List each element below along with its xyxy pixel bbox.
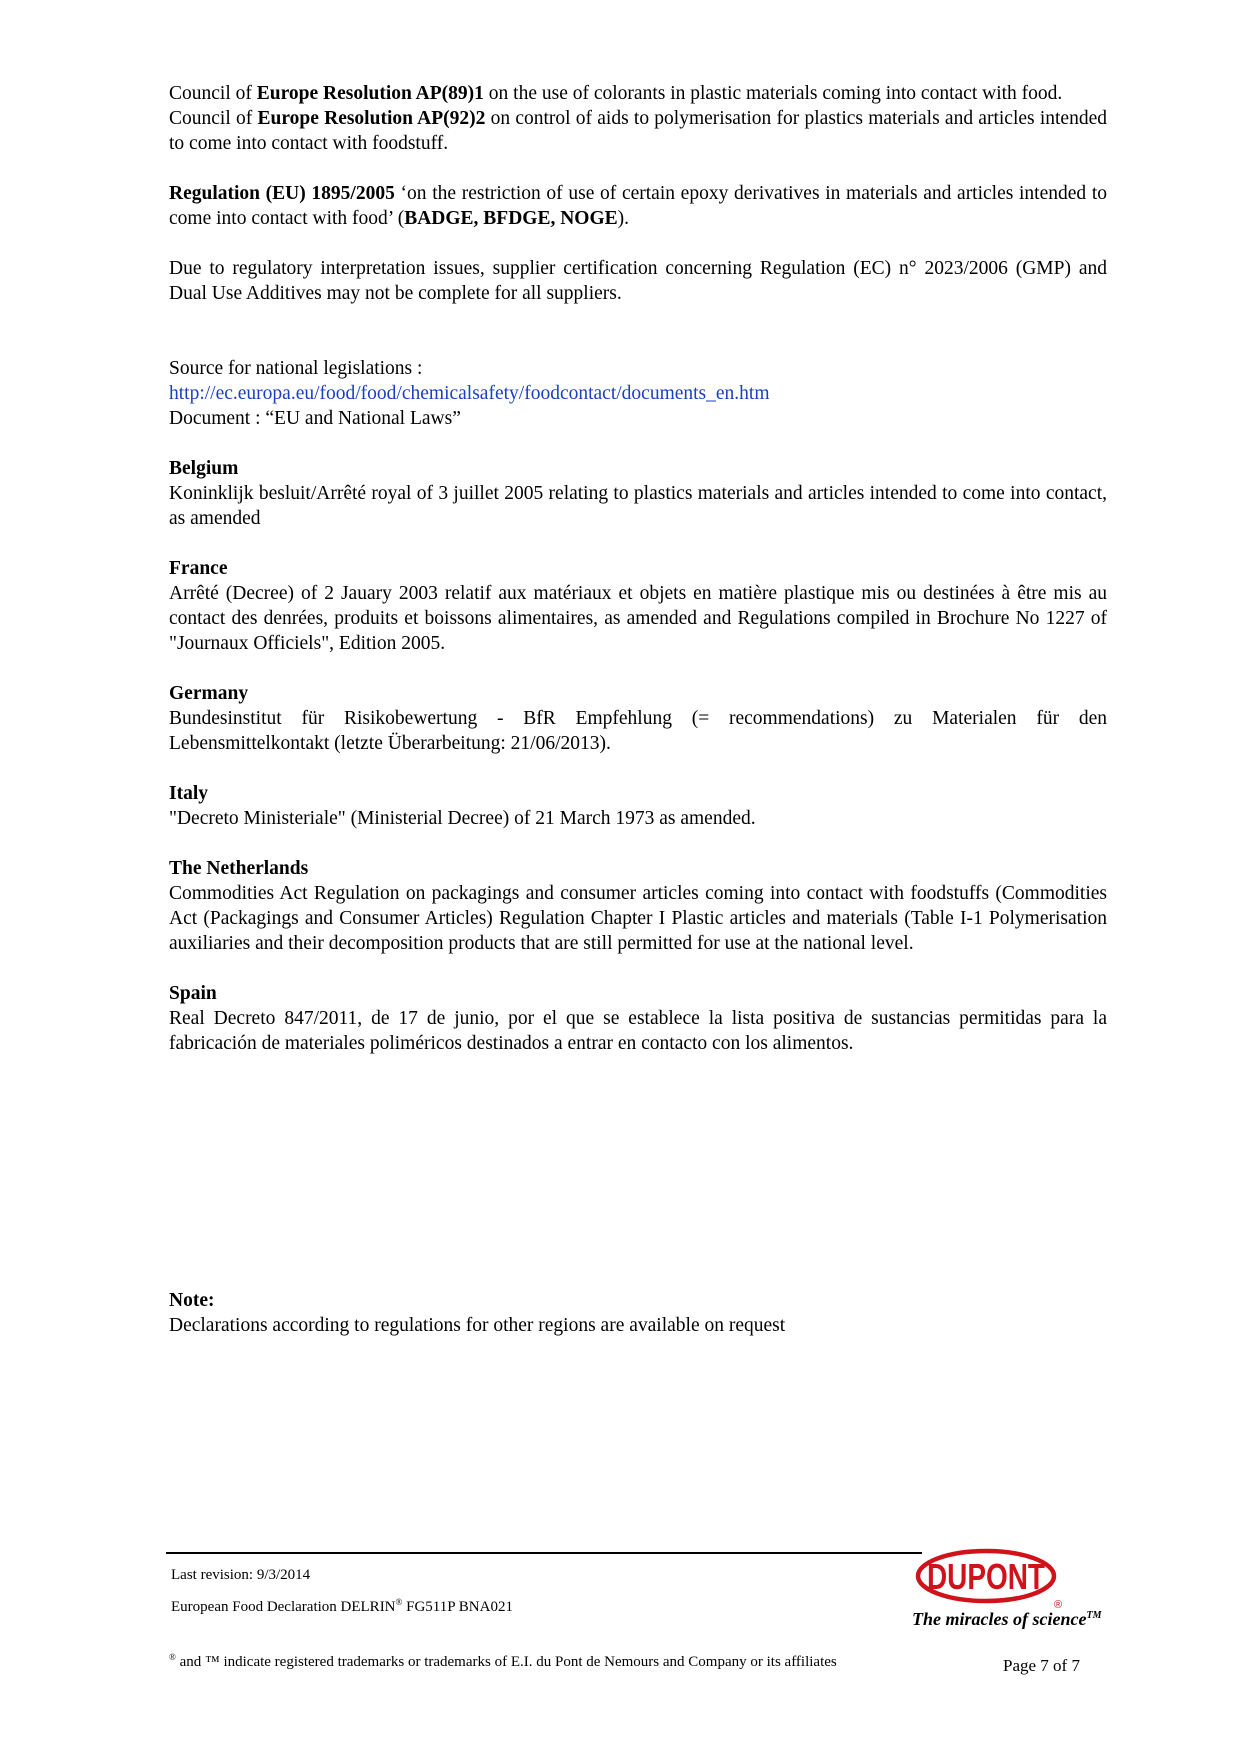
document-body	[169, 81, 1107, 1056]
section-heading: Spain	[169, 983, 217, 1004]
section-text: Real Decreto 847/2011, de 17 de junio, por el que se establece la lista positiva de sustancias permitidas para la fabricación de materiales poliméricos destinados a entrar en contacto con los alimentos.	[169, 1008, 1107, 1054]
note-heading: Note:	[169, 1290, 215, 1311]
paragraph-resolution-ap92: Council of Europe Resolution AP(92)2 on control of aids to polymerisation for plastics materials and articles intended to come into contact with foodstuff.	[169, 108, 1107, 154]
section-france	[169, 556, 1107, 656]
source-link[interactable]: http://ec.europa.eu/food/food/chemicalsafety/foodcontact/documents_en.htm	[169, 383, 770, 404]
section-netherlands	[169, 856, 1107, 956]
section-heading: The Netherlands	[169, 858, 309, 879]
section-heading: Germany	[169, 683, 249, 704]
section-text: Koninklijk besluit/Arrêté royal of 3 juillet 2005 relating to plastics materials and articles intended to come into contact, as amended	[169, 483, 1107, 529]
trademark-notice: ® and ™ indicate registered trademarks or trademarks of E.I. du Pont de Nemours and Company or its affiliates	[169, 1652, 837, 1670]
logo-registered-mark: ®	[1054, 1599, 1063, 1610]
footer-divider	[166, 1552, 922, 1554]
tagline: The miracles of science™	[912, 1609, 1102, 1629]
section-text: Arrêté (Decree) of 2 Jauary 2003 relatif aux matériaux et objets en matière plastique mis ou destinées à être mis au contact des denrées, produits et boissons alimentaires, as amended and Regulations compiled in Brochure No 1227 of "Journaux Officiels", Edition 2005.	[169, 583, 1107, 654]
note-text: Declarations according to regulations for other regions are available on request	[169, 1315, 786, 1336]
source-document: Document : “EU and National Laws”	[169, 408, 461, 429]
section-heading: Belgium	[169, 458, 239, 479]
section-text: Bundesinstitut für Risikobewertung - BfR Empfehlung (= recommendations) zu Materialen für den Lebensmittelkontakt (letzte Überarbeitung: 21/06/2013).	[169, 708, 1107, 754]
section-belgium	[169, 456, 1107, 531]
section-text: Commodities Act Regulation on packagings and consumer articles coming into contact with foodstuffs (Commodities Act (Packagings and Consumer Articles) Regulation Chapter I Plastic articles and materials (Table I-1 Polymerisation auxiliaries and their decomposition products that are still permitted for use at the national level.	[169, 883, 1107, 954]
paragraph-regulation-1895: Regulation (EU) 1895/2005 ‘on the restriction of use of certain epoxy derivatives in materials and articles intended to come into contact with food’ (BADGE, BFDGE, NOGE).	[169, 183, 1108, 229]
source-label: Source for national legislations :	[169, 358, 423, 379]
section-italy	[169, 781, 1107, 831]
section-heading: France	[169, 558, 228, 579]
dupont-logo	[914, 1548, 1066, 1610]
section-heading: Italy	[169, 783, 208, 804]
logo-wordmark: DUPONT	[927, 1556, 1046, 1597]
paragraph-resolution-ap89: Council of Europe Resolution AP(89)1 on the use of colorants in plastic materials coming into contact with food.	[169, 83, 1063, 104]
page-number: Page 7 of 7	[1003, 1656, 1080, 1675]
section-spain	[169, 981, 1107, 1056]
document-identifier: European Food Declaration DELRIN® FG511P BNA021	[171, 1597, 513, 1615]
paragraph-gmp-note: Due to regulatory interpretation issues, supplier certification concerning Regulation (EC) n° 2023/2006 (GMP) and Dual Use Additives may not be complete for all suppliers.	[169, 258, 1107, 304]
last-revision: Last revision: 9/3/2014	[171, 1567, 311, 1583]
note-block	[169, 1288, 1107, 1338]
section-germany	[169, 681, 1107, 756]
section-text: "Decreto Ministeriale" (Ministerial Decree) of 21 March 1973 as amended.	[169, 808, 756, 829]
